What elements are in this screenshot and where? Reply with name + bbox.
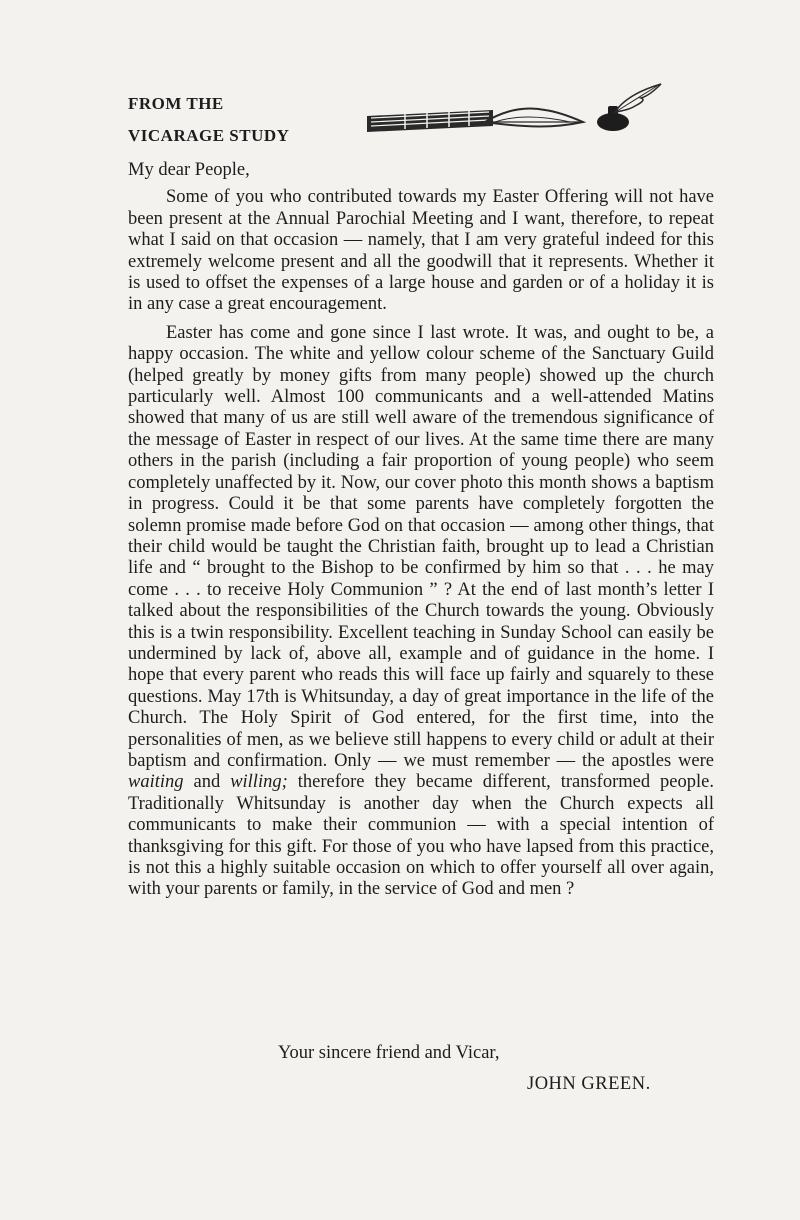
signature: JOHN GREEN. [527, 1074, 651, 1094]
heading-line-2: VICARAGE STUDY [128, 126, 290, 145]
letter-body [128, 160, 714, 908]
italic-waiting: waiting [128, 772, 184, 793]
paragraph-2 [128, 323, 714, 901]
salutation: My dear People, [128, 160, 250, 180]
books-and-quill-icon [365, 82, 665, 142]
paragraph-2-and: and [183, 772, 231, 793]
page-heading [128, 88, 289, 152]
italic-willing: willing; [230, 772, 288, 793]
paragraph-2-part-1: Easter has come and gone since I last wrote. It was, and ought to be, a happy occasion. The white and yellow colour scheme of the Sanctuary Guild (helped greatly by money gifts from many people) showed up the church particularly well. Almost 100 communicants and a well-attended Matins showed that many of us are still well aware of the tremendous significance of the message of Easter in respect of our lives. At the same time there are many others in the parish (including a fair proportion of young people) who seem completely unaffected by it. Now, our cover photo this month shows a baptism in progress. Could it be that some parents have completely forgotten the solemn promise made before God on that occasion — among other things, that their child would be taught the Christian faith, brought up to lead a Christian life and “ brought to the Bishop to be confirmed by him so that . . . he may come . . . to receive Holy Communion ” ? At the end of last month’s letter I talked about the responsibilities of the Church towards the young. Obviously this is a twin responsibility. Excellent teaching in Sunday School can easily be undermined by lack of, above all, example and of guidance in the home. I hope that every parent who reads this will face up fairly and squarely to these questions. May 17th is Whitsunday, a day of great importance in the life of the Church. The Holy Spirit of God entered, for the first time, into the personalities of men, as we believe still happens to every child or adult at their baptism and confirmation. Only — we must remember — the apostles were [128, 322, 714, 771]
closing-line: Your sincere friend and Vicar, [278, 1043, 500, 1063]
paragraph-1: Some of you who contributed towards my Easter Offering will not have been present at the Annual Parochial Meeting and I want, therefore, to repeat what I said on that occasion — namely, that I am very grateful indeed for this extremely welcome present and all the goodwill that it represents. Whether it is used to offset the expenses of a large house and garden or of a holiday it is in any case a great encouragement. [128, 187, 714, 315]
heading-line-1: FROM THE [128, 94, 224, 113]
paragraph-2-part-2: therefore they became different, transformed people. Traditionally Whitsunday is another day when the Church expects all communicants to make their communion — with a special intention of thanksgiving for this gift. For those of you who have lapsed from this practice, is not this a highly suitable occasion on which to offer yourself all over again, with your parents or family, in the service of God and men ? [128, 772, 714, 900]
